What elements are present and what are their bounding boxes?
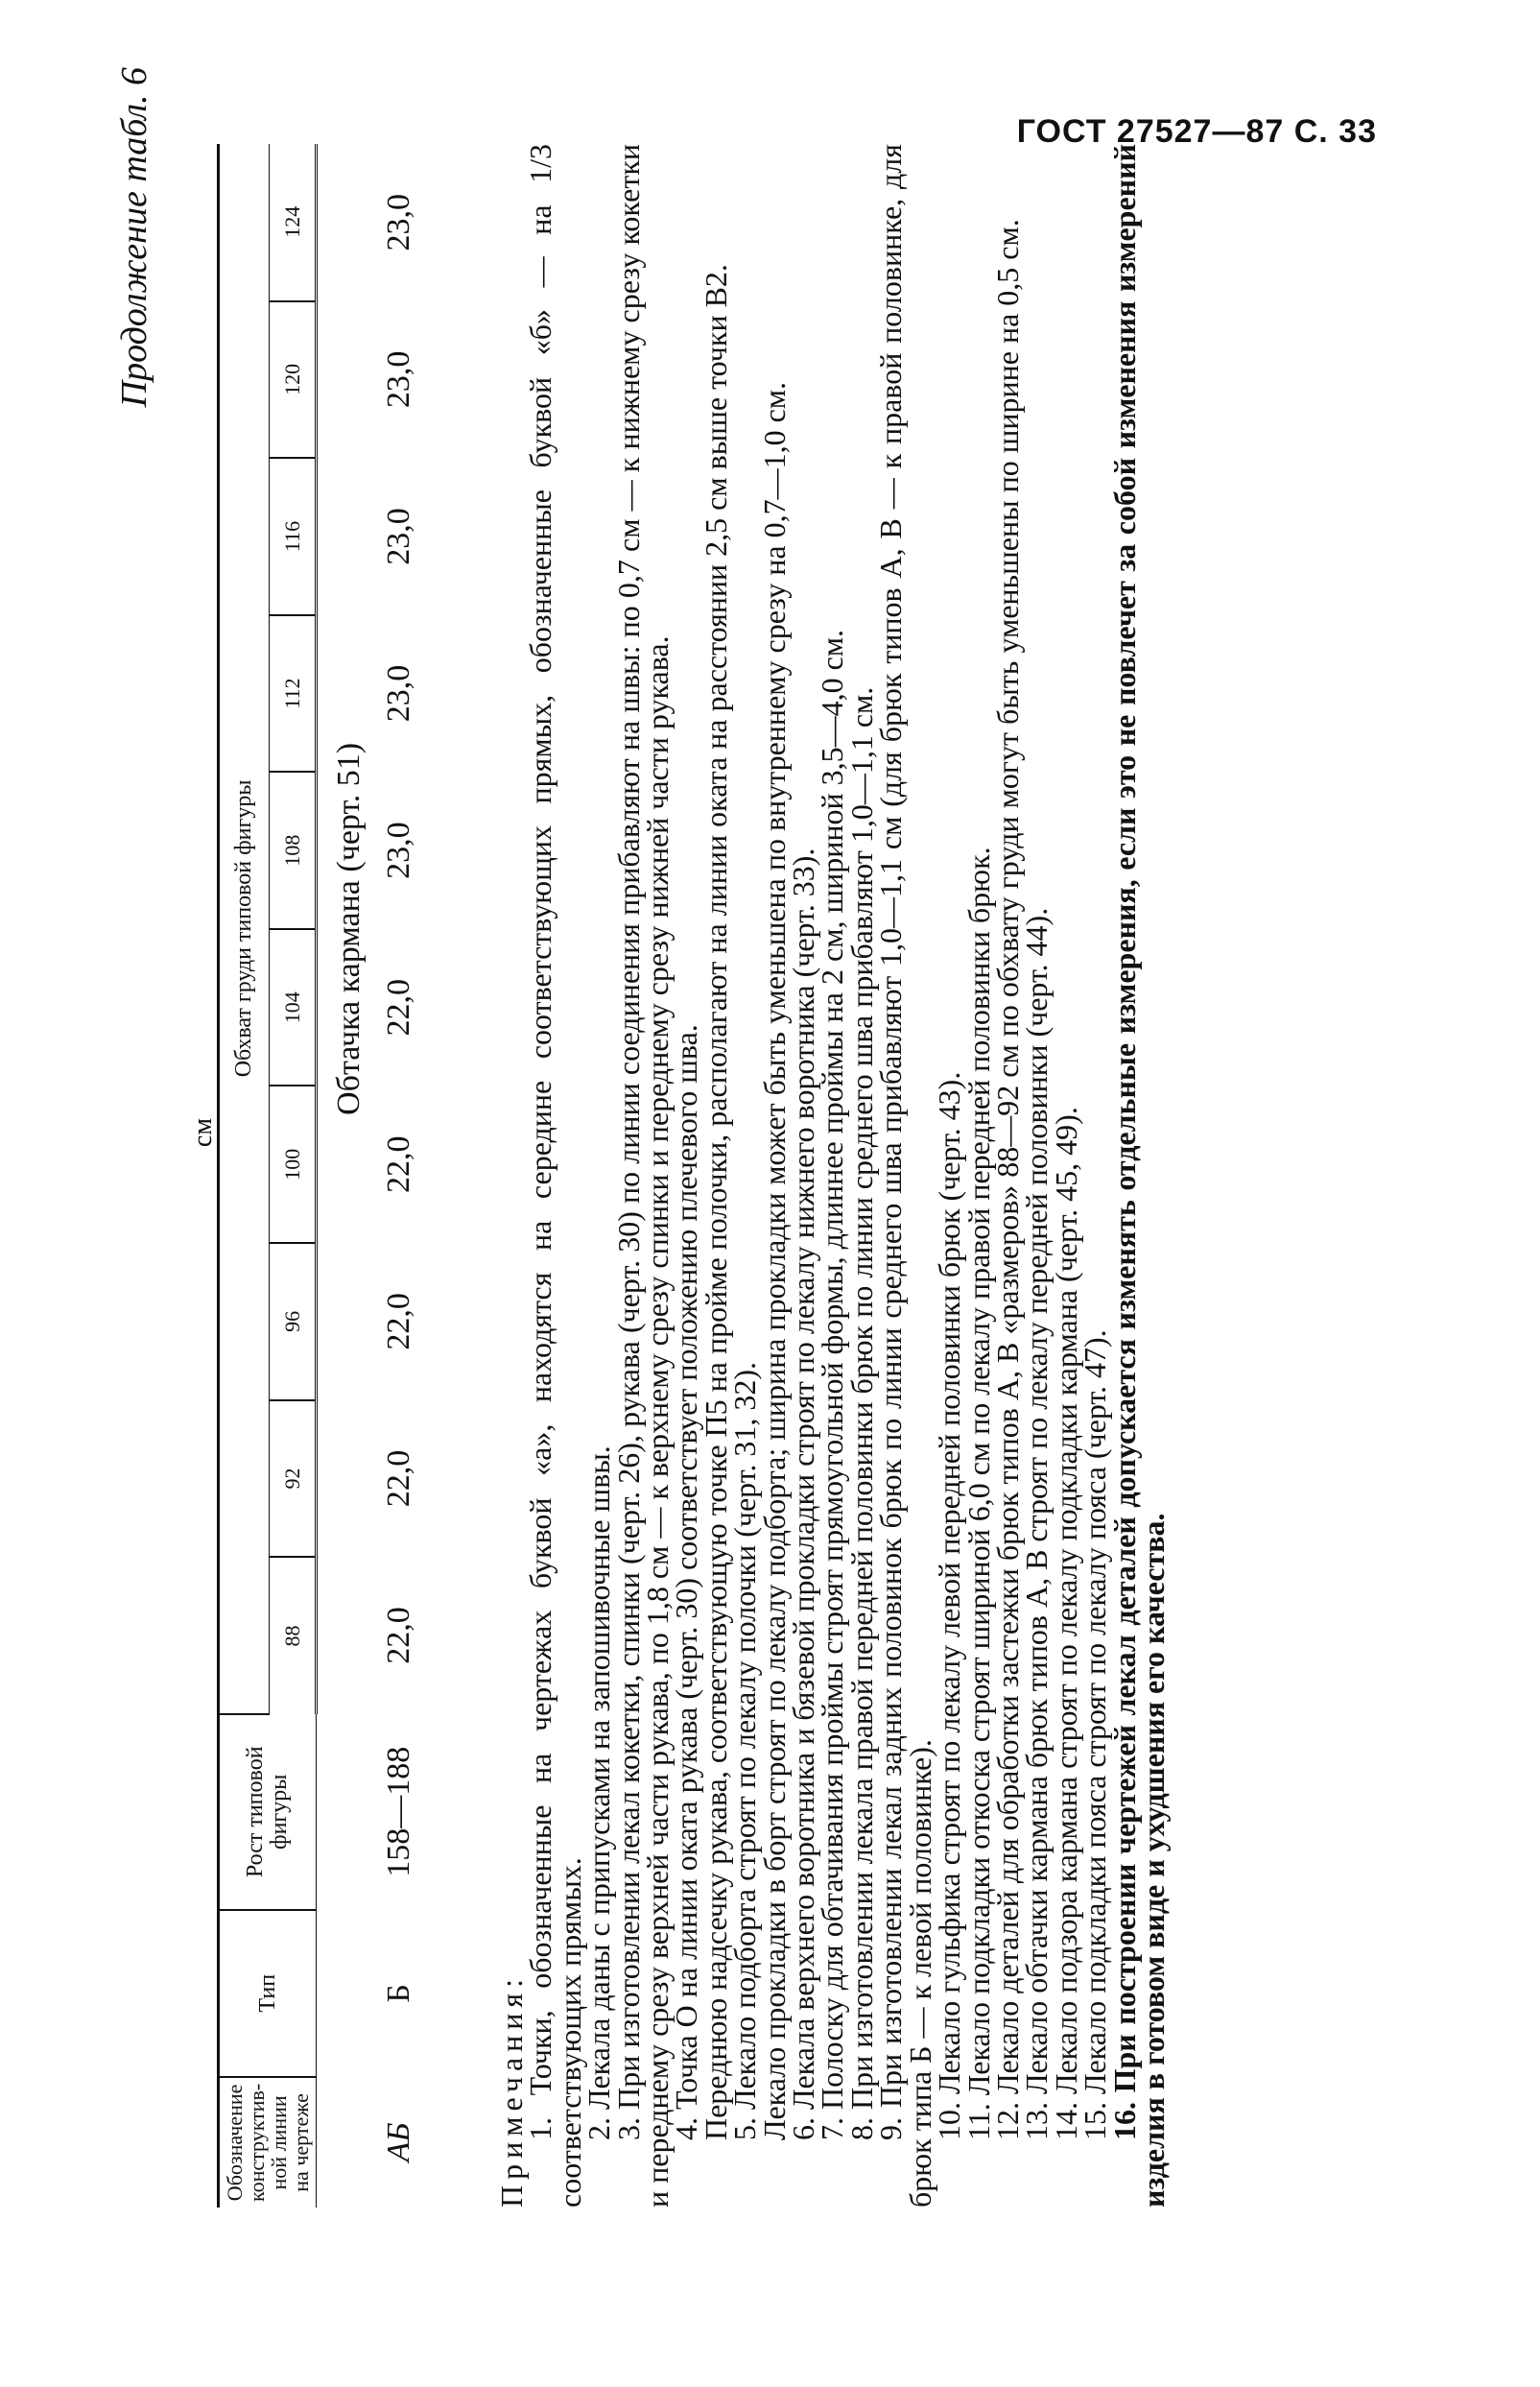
note-item: 14. Лекало подзора кармана строят по лекалу подкладки кармана (черт. 45, 49). bbox=[1048, 1107, 1083, 2140]
table-unit: см bbox=[188, 1117, 218, 1148]
section-title: Обтачка кармана (черт. 51) bbox=[331, 742, 367, 1115]
note-item: 12. Лекало деталей для обработки застежки брюк типов А, В «размеров» 88—92 см по обхвату груди могут быть уменьшены по ширине на 0,5 см. bbox=[989, 219, 1025, 2140]
size-header: 124 bbox=[269, 144, 317, 301]
cell-value: 23,0 bbox=[381, 508, 417, 565]
note-item: 4. Точка О на линии оката рукава (черт. 30) соответствует положению плечевого шва. bbox=[669, 1024, 704, 2140]
size-header: 116 bbox=[269, 458, 317, 615]
note-item: 2. Лекала даны с припусками на запошивочные швы. bbox=[581, 1445, 617, 2140]
table-continuation-label: Продолжение табл. 6 bbox=[114, 67, 154, 408]
cell-value: 23,0 bbox=[381, 822, 417, 879]
note-item: 11. Лекало подкладки откоска строят шириной 6,0 см по лекалу правой передней половинки брюк. bbox=[960, 847, 996, 2140]
note-item: Лекало прокладки в борт строят по лекалу подборта; ширина прокладки может быть уменьшена по внутреннему срезу на 0,7—1,0 см. bbox=[756, 381, 792, 2140]
note-item: 9. При изготовлении лекал задних половинок брюк по линии среднего шва прибавляют 1,0—1,1 см (для брюк типов А, В — к правой половинке, для брюк типа Б — к левой половинке). bbox=[873, 144, 937, 2208]
table-6 bbox=[217, 144, 429, 2208]
size-header: 112 bbox=[269, 615, 317, 773]
cell-value: 23,0 bbox=[381, 664, 417, 723]
notes-heading: Примечания: bbox=[494, 1972, 529, 2208]
table-row bbox=[375, 144, 429, 2208]
size-header: 88 bbox=[269, 1557, 317, 1714]
header-height: Рост типовой фигуры bbox=[219, 1714, 317, 1910]
note-item: 13. Лекало обтачки кармана брюк типов А, В строят по лекалу передней половинки (черт. 44). bbox=[1019, 907, 1054, 2140]
note-item: 10. Лекало гульфика строят по лекалу левой передней половинки брюк (черт. 43). bbox=[932, 1071, 967, 2140]
header-code: Обозначение конструктив-ной линии на чертеже bbox=[219, 2077, 317, 2208]
note-item: 8. При изготовлении лекала правой передней половинки брюк по линии среднего шва прибавляют 1,0—1,1 см. bbox=[843, 686, 879, 2140]
note-item: 16. При построении чертежей лекал деталей допускается изменять отдельные измерения, если это не повлечет за собой изменения измерений изделия в готовом виде и ухудшения его качества. bbox=[1106, 144, 1171, 2208]
size-header: 120 bbox=[269, 301, 317, 459]
cell-value: 22,0 bbox=[381, 1293, 417, 1350]
notes bbox=[494, 144, 1171, 2208]
note-item: 6. Лекала верхнего воротника и бязевой прокладки строят по лекалу нижнего воротника (черт. 33). bbox=[786, 847, 821, 2140]
cell-value: 23,0 bbox=[381, 194, 417, 251]
note-item: 1. Точки, обозначенные на чертежах буквой «а», находятся на середине соответствующих прямых, обозначенные буквой «б» — на 1/3 соответствующих прямых. bbox=[523, 144, 587, 2208]
size-header: 92 bbox=[269, 1400, 317, 1558]
note-item: 15. Лекало подкладки пояса строят по лекалу пояса (черт. 47). bbox=[1078, 1329, 1113, 2140]
header-chest: Обхват груди типовой фигуры bbox=[219, 144, 270, 1714]
cell-value: 22,0 bbox=[381, 1449, 417, 1508]
cell-value: 22,0 bbox=[381, 978, 417, 1037]
page-header: ГОСТ 27527—87 С. 33 bbox=[1016, 113, 1377, 150]
cell-value: 22,0 bbox=[381, 1135, 417, 1194]
note-item: 5. Лекало подборта строят по лекалу полочки (черт. 31, 32). bbox=[727, 1362, 763, 2140]
size-header: 104 bbox=[269, 929, 317, 1086]
size-header: 108 bbox=[269, 772, 317, 929]
size-header: 96 bbox=[269, 1243, 317, 1400]
note-item: 7. Полоску для обтачивания проймы строят прямоугольной формы, длиннее проймы на 2 см, шириной 3,5—4,0 см. bbox=[815, 629, 850, 2140]
header-type: Тип bbox=[219, 1910, 317, 2077]
rotated-page-content bbox=[113, 58, 1428, 2208]
cell-value: 22,0 bbox=[381, 1607, 417, 1664]
note-item: 3. При изготовлении лекал кокетки, спинки (черт. 26), рукава (черт. 30) по линии соединения прибавляют на швы: по 0,7 см — к нижнему срезу кокетки и переднему срезу верхней части рукава, по 1,8 см — к верхнему срезу спинки и переднему срезу нижней части рукава. bbox=[610, 144, 675, 2208]
cell-code: АБ bbox=[381, 2122, 417, 2162]
note-item: Переднюю надсечку рукава, соответствующую точке П5 на пройме полочки, располагают на линии оката на расстоянии 2,5 см выше точки В2. bbox=[698, 264, 733, 2140]
cell-value: 23,0 bbox=[381, 350, 417, 409]
cell-height: 158—188 bbox=[381, 1746, 417, 1877]
size-header: 100 bbox=[269, 1086, 317, 1243]
cell-type: Б bbox=[381, 1984, 417, 2003]
